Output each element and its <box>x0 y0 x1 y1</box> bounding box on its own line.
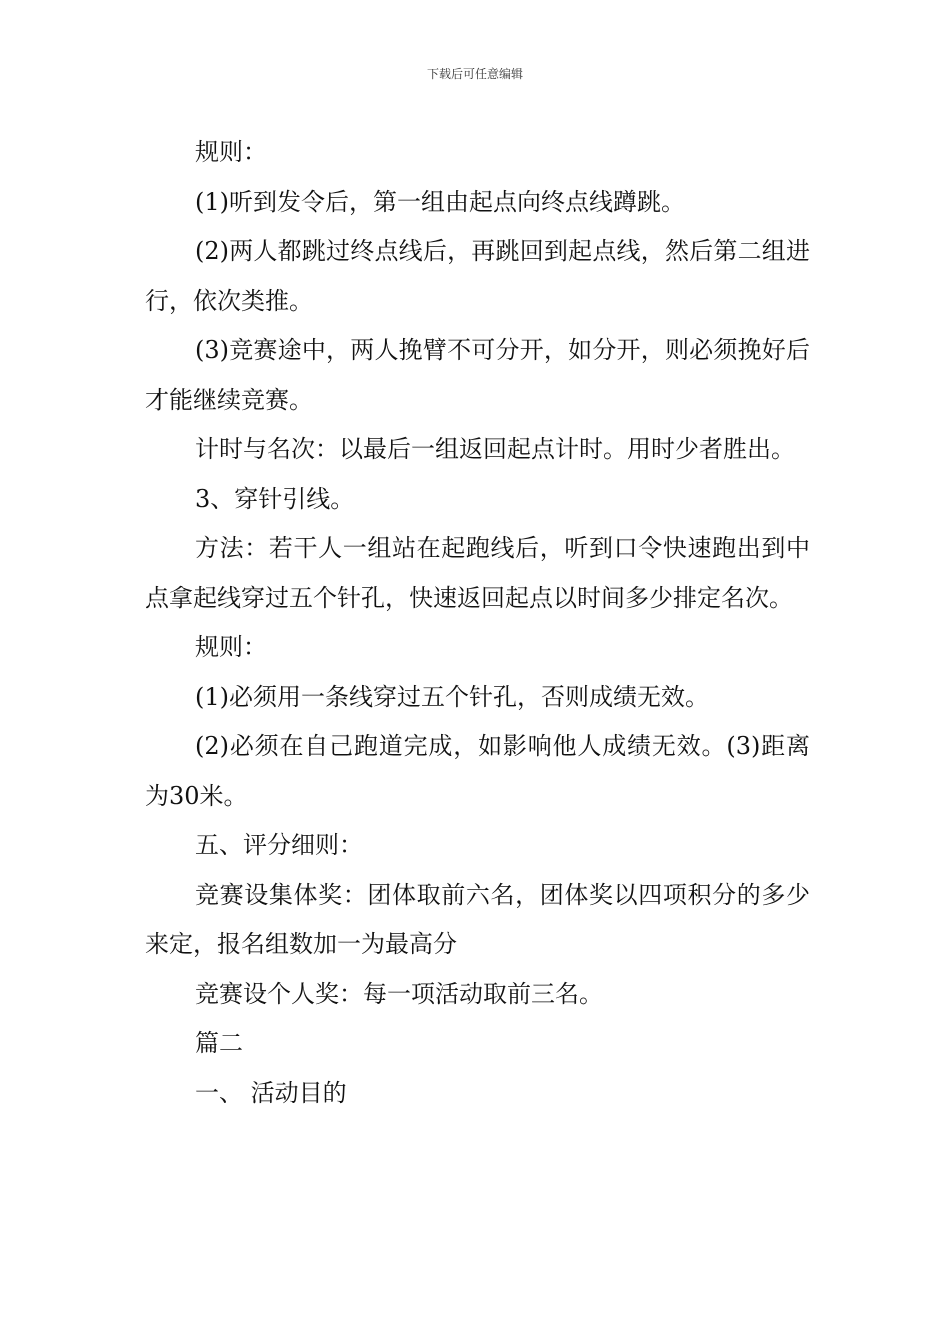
paragraph-part-two: 篇二 <box>195 1029 243 1057</box>
paragraph-team-award: 竞赛设集体奖：团体取前六名，团体奖以四项积分的多少来定，报名组数加一为最高分 <box>145 880 810 958</box>
paragraph-rule-needle-1: (1)必须用一条线穿过五个针孔，否则成绩无效。 <box>195 682 709 711</box>
paragraph-method: 方法：若干人一组站在起跑线后，听到口令快速跑出到中点拿起线穿过五个针孔，快速返回起点以时间多少排定名次。 <box>145 534 810 612</box>
paragraph-individual-award: 竞赛设个人奖：每一项活动取前三名。 <box>195 979 603 1008</box>
page-header: 下载后可任意编辑 <box>426 67 523 81</box>
paragraph-rule-3: (3)竞赛途中，两人挽臂不可分开，如分开，则必须挽好后才能继续竞赛。 <box>145 336 810 414</box>
paragraph-rule-1: (1)听到发令后，第一组由起点向终点线蹲跳。 <box>195 187 685 216</box>
paragraph-timing: 计时与名次：以最后一组返回起点计时。用时少者胜出。 <box>195 435 795 463</box>
paragraph-rule-2: (2)两人都跳过终点线后，再跳回到起点线，然后第二组进行，依次类推。 <box>145 237 810 315</box>
document-body <box>145 128 810 1118</box>
paragraph-scoring-heading: 五、评分细则： <box>195 831 363 859</box>
paragraph-rule-needle-2: (2)必须在自己跑道完成，如影响他人成绩无效。(3)距离为30米。 <box>145 732 810 810</box>
paragraph-rules-heading-2: 规则： <box>195 633 267 661</box>
paragraph-activity-purpose: 一、 活动目的 <box>195 1078 347 1107</box>
paragraph-rules-heading: 规则： <box>195 138 267 166</box>
paragraph-event-3-title: 3、穿针引线。 <box>195 484 355 513</box>
